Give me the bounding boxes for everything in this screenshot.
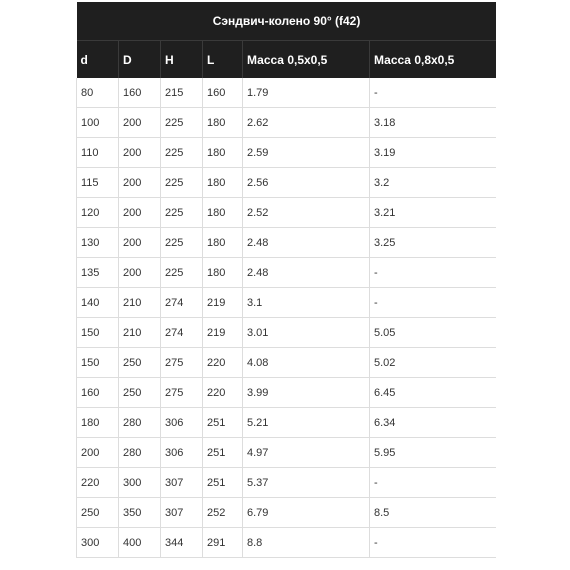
cell-D: 210 [119,318,161,348]
column-header-L: L [203,41,243,79]
cell-H: 225 [161,228,203,258]
cell-H: 344 [161,528,203,558]
cell-mass-08x05: 3.21 [370,198,497,228]
table-row [77,138,497,168]
cell-H: 306 [161,408,203,438]
cell-d: 80 [77,78,119,108]
cell-mass-08x05: 3.18 [370,108,497,138]
cell-mass-08x05: - [370,78,497,108]
cell-d: 130 [77,228,119,258]
cell-mass-08x05: 8.5 [370,498,497,528]
cell-D: 350 [119,498,161,528]
cell-d: 200 [77,438,119,468]
column-header-d: d [77,41,119,79]
cell-mass-08x05: 5.05 [370,318,497,348]
cell-D: 200 [119,138,161,168]
cell-mass-08x05: 6.34 [370,408,497,438]
cell-L: 180 [203,168,243,198]
cell-H: 307 [161,498,203,528]
table-title: Сэндвич-колено 90° (f42) [77,2,497,41]
cell-L: 219 [203,318,243,348]
cell-L: 180 [203,228,243,258]
cell-d: 150 [77,348,119,378]
cell-D: 200 [119,108,161,138]
cell-H: 225 [161,258,203,288]
spec-table [76,2,496,558]
cell-mass-08x05: 3.2 [370,168,497,198]
cell-mass-08x05: 5.02 [370,348,497,378]
cell-mass-08x05: - [370,258,497,288]
cell-mass-08x05: 6.45 [370,378,497,408]
cell-d: 140 [77,288,119,318]
cell-L: 180 [203,138,243,168]
cell-d: 120 [77,198,119,228]
cell-H: 275 [161,348,203,378]
cell-D: 250 [119,348,161,378]
cell-D: 210 [119,288,161,318]
cell-D: 200 [119,228,161,258]
table-row [77,198,497,228]
table-body [77,78,497,558]
cell-d: 150 [77,318,119,348]
cell-mass-08x05: 5.95 [370,438,497,468]
cell-mass-08x05: 3.19 [370,138,497,168]
cell-mass-05x05: 2.59 [243,138,370,168]
table-row [77,108,497,138]
cell-mass-08x05: - [370,288,497,318]
table-row [77,78,497,108]
cell-D: 200 [119,198,161,228]
table-row [77,288,497,318]
cell-L: 220 [203,378,243,408]
column-header-mass-08x05: Масса 0,8х0,5 [370,41,497,79]
cell-d: 180 [77,408,119,438]
cell-D: 280 [119,438,161,468]
cell-mass-05x05: 2.62 [243,108,370,138]
cell-L: 180 [203,258,243,288]
cell-mass-05x05: 5.21 [243,408,370,438]
cell-H: 225 [161,198,203,228]
cell-mass-05x05: 3.99 [243,378,370,408]
table-row [77,498,497,528]
table-row [77,348,497,378]
table-row [77,228,497,258]
cell-mass-05x05: 4.08 [243,348,370,378]
header-row [77,41,497,79]
cell-mass-05x05: 2.48 [243,228,370,258]
cell-mass-05x05: 3.01 [243,318,370,348]
cell-d: 300 [77,528,119,558]
cell-L: 220 [203,348,243,378]
cell-D: 200 [119,258,161,288]
cell-H: 307 [161,468,203,498]
cell-H: 274 [161,288,203,318]
table-row [77,318,497,348]
cell-L: 180 [203,198,243,228]
cell-d: 250 [77,498,119,528]
cell-d: 135 [77,258,119,288]
cell-mass-08x05: - [370,528,497,558]
title-row [77,2,497,41]
cell-H: 215 [161,78,203,108]
cell-mass-08x05: - [370,468,497,498]
cell-d: 110 [77,138,119,168]
cell-L: 252 [203,498,243,528]
cell-L: 291 [203,528,243,558]
cell-mass-05x05: 3.1 [243,288,370,318]
table-row [77,408,497,438]
cell-d: 160 [77,378,119,408]
table-row [77,168,497,198]
table-row [77,528,497,558]
cell-mass-05x05: 4.97 [243,438,370,468]
table-row [77,468,497,498]
cell-D: 400 [119,528,161,558]
table-row [77,258,497,288]
cell-H: 225 [161,168,203,198]
table-row [77,378,497,408]
cell-H: 225 [161,138,203,168]
column-header-mass-05x05: Масса 0,5х0,5 [243,41,370,79]
cell-L: 251 [203,438,243,468]
cell-L: 251 [203,468,243,498]
column-header-H: H [161,41,203,79]
column-header-D: D [119,41,161,79]
cell-H: 274 [161,318,203,348]
cell-mass-05x05: 1.79 [243,78,370,108]
table-head [77,2,497,78]
cell-d: 115 [77,168,119,198]
cell-D: 280 [119,408,161,438]
cell-H: 306 [161,438,203,468]
cell-H: 275 [161,378,203,408]
cell-D: 250 [119,378,161,408]
cell-L: 251 [203,408,243,438]
cell-mass-05x05: 8.8 [243,528,370,558]
cell-D: 160 [119,78,161,108]
cell-D: 200 [119,168,161,198]
cell-L: 219 [203,288,243,318]
spec-table-container [76,2,496,570]
cell-D: 300 [119,468,161,498]
cell-mass-08x05: 3.25 [370,228,497,258]
cell-mass-05x05: 5.37 [243,468,370,498]
cell-mass-05x05: 2.52 [243,198,370,228]
cell-mass-05x05: 2.56 [243,168,370,198]
cell-H: 225 [161,108,203,138]
cell-d: 100 [77,108,119,138]
cell-L: 180 [203,108,243,138]
cell-mass-05x05: 2.48 [243,258,370,288]
table-row [77,438,497,468]
cell-d: 220 [77,468,119,498]
cell-L: 160 [203,78,243,108]
cell-mass-05x05: 6.79 [243,498,370,528]
